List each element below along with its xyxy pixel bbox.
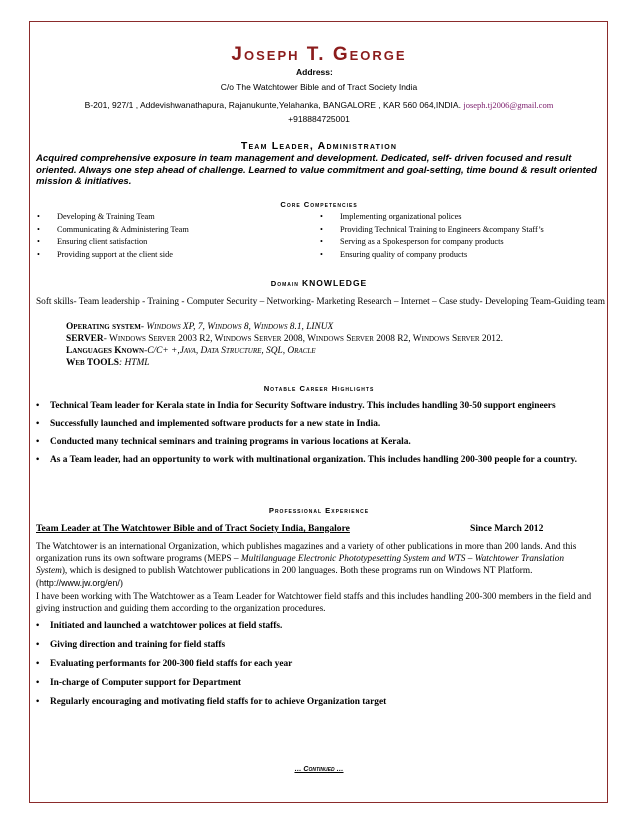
para1-italic: Multilanguage Electronic Phototypesetting System and WTS – Watchtower Translation System [36,554,564,576]
knowledge-heading-part: KNOWLEDGE [302,278,368,288]
duty-text: Regularly encouraging and motivating field staffs for to achieve Organization target [50,697,387,707]
summary: Acquired comprehensive exposure in team management and development. Dedicated, self- driven focused and result oriented. Always one step ahead of challenge. Learned to value commitment and goal-setting, time bound & result oriented mission & initiatives. [36,153,597,187]
competencies-right [320,211,610,261]
list-item: • Providing support at the client side [37,249,317,262]
address-line-2 [0,100,638,110]
highlight-text: Successfully launched and implemented software products for a new state in India. [50,419,381,429]
os-line [66,321,611,333]
duty-text: Giving direction and training for field staffs [50,640,226,650]
server-line [66,333,611,345]
para1-text: The Watchtower is an international Organization, which publishes magazines and a variety of other publications in more than 200 lands. And this organization runs its own software programs (MEPS – [36,542,577,564]
list-item: • Initiated and launched a watchtower polices at field staffs. [36,621,283,631]
experience-since: Since March 2012 [470,523,544,534]
job-title: Team Leader, Administration [240,140,398,152]
experience-heading: Professional Experience [268,506,370,515]
duty-text: In-charge of Computer support for Department [50,678,242,688]
website-link[interactable]: http://www.jw.org/en/ [39,578,120,588]
list-item: • Regularly encouraging and motivating field staffs for to achieve Organization target [36,697,387,707]
os-label: Operating system [66,322,141,332]
list-item: • Ensuring client satisfaction [37,236,317,249]
phone-number: +918884725001 [288,114,350,124]
candidate-name: Joseph T. George [231,44,407,65]
address-street: B-201, 927/1 , Addevishwanathapura, Rajanukunte,Yelahanka, BANGALORE , KAR 560 064,INDIA. [84,100,461,110]
list-item: • Evaluating performants for 200-300 field staffs for each year [36,659,293,669]
languages-value: -C/C+ +,Java, Data Structure, SQL, Oracle [144,346,316,356]
experience-role [36,523,350,534]
core-competencies-heading: Core Competencies [280,200,358,209]
list-item: • Successfully launched and implemented software products for a new state in India. [36,419,381,429]
highlights-list [36,400,596,466]
list-item: • Developing & Training Team [37,211,317,224]
list-item: • Giving direction and training for field staffs [36,640,226,650]
highlights-heading: Notable Career Highlights [263,384,375,393]
experience-paragraph-2: I have been working with The Watchtower as a Team Leader for Watchtower field staffs and this includes handling 200-300 members in the field and giving instruction and guiding them according to the organization procedures. [36,592,592,614]
list-item: • Technical Team leader for Kerala state in India for Security Software industry. This includes handling 30-50 support engineers [36,401,556,411]
web-tools-line [66,357,611,369]
domain-tech [66,321,611,369]
languages-line [66,345,611,357]
para1-close: ) [119,579,123,589]
list-item: • Implementing organizational polices [320,211,610,224]
languages-label: Languages Known [66,346,145,356]
domain-knowledge-heading [0,278,638,288]
list-item: • Communicating & Administering Team [37,224,317,237]
server-label: SERVER [66,334,104,344]
domain-text: Soft skills- Team leadership - Training - Computer Security – Networking- Marketing Research – Internet – Case study- Developing Team-Guiding team [36,297,605,307]
address-line-1: C/o The Watchtower Bible and of Tract Society India [220,82,418,92]
list-item: • Ensuring quality of company products [320,249,610,262]
duty-text: Evaluating performants for 200-300 field staffs for each year [50,659,293,669]
role-title: Team Leader at The Watchtower Bible and of Tract Society India, Bangalore [36,523,350,534]
highlight-text: As a Team leader, had an opportunity to work with multinational organization. This includes handling 200-300 people for a country. [50,455,577,465]
para1-text-b: ), which is designed to publish Watchtower publications in 200 languages. Both these programs run on Windows NT Platform. ( [36,566,533,589]
list-item: • Providing Technical Training to Engineers &company Staff’s [320,224,610,237]
web-tools-value: : HTML [119,358,150,368]
list-item: • As a Team leader, had an opportunity to work with multinational organization. This includes handling 200-300 people for a country. [36,455,577,465]
list-item: • Serving as a Spokesperson for company products [320,236,610,249]
os-value: - Windows XP, 7, Windows 8, Windows 8.1, LINUX [140,322,334,332]
server-value: - Windows Server 2003 R2, Windows Server 2008, Windows Server 2008 R2, Windows Server 2012. [103,334,503,344]
list-item: • Conducted many technical seminars and training programs in various locations at Kerala. [36,437,411,447]
domain-heading-part: Domain [270,279,299,288]
web-tools-label: Web TOOLS [66,358,120,368]
highlight-text: Technical Team leader for Kerala state in India for Security Software industry. This includes handling 30-50 support engineers [50,401,556,411]
continued-footer: … Continued … [294,766,344,773]
duty-text: Initiated and launched a watchtower polices at field staffs. [50,621,283,631]
competencies-left [37,211,317,261]
experience-list [36,620,596,708]
address-label: Address: [296,67,333,77]
experience-paragraph-1 [36,541,596,590]
email-link[interactable]: joseph.tj2006@gmail.com [463,100,554,110]
list-item: • In-charge of Computer support for Department [36,678,242,688]
highlight-text: Conducted many technical seminars and training programs in various locations at Kerala. [50,437,411,447]
